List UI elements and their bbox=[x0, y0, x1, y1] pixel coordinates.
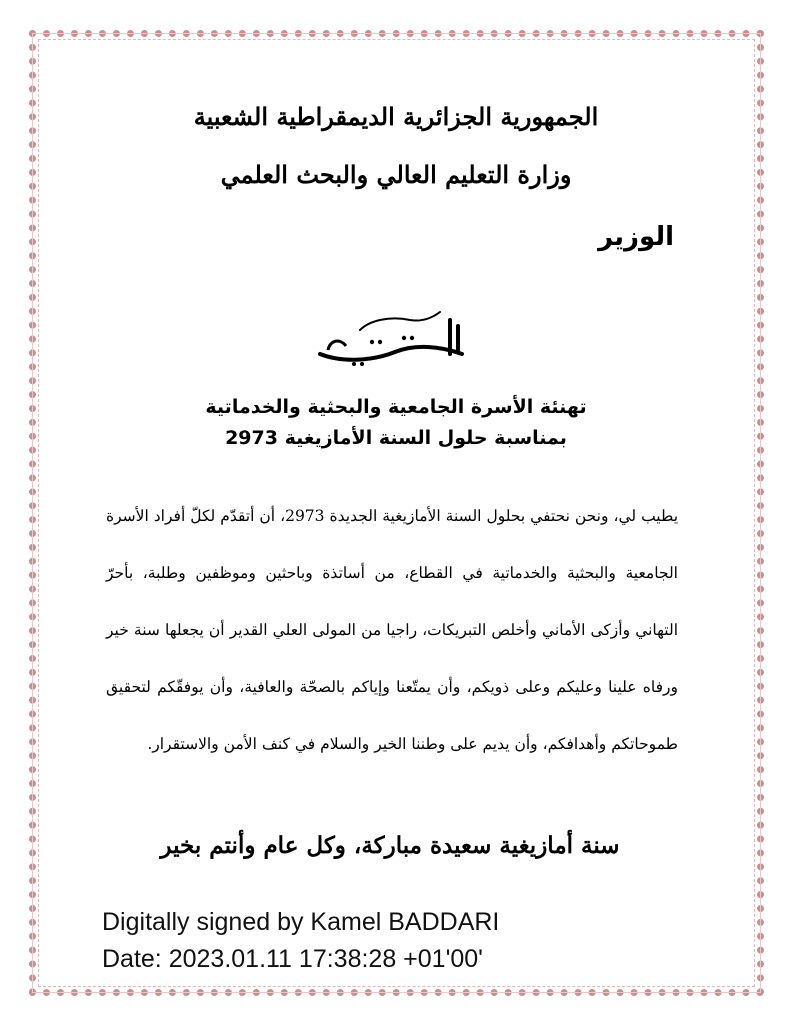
republic-heading: الجمهورية الجزائرية الديمقراطية الشعبية bbox=[193, 102, 599, 131]
minister-title: الوزير bbox=[598, 222, 674, 252]
digital-signature-name: Digitally signed by Kamel BADDARI bbox=[102, 908, 500, 936]
subtitle-line-1: تهنئة الأسرة الجامعية والبحثية والخدماتية bbox=[205, 396, 587, 418]
ministry-heading: وزارة التعليم العالي والبحث العلمي bbox=[220, 160, 572, 189]
greeting-calligraphy bbox=[300, 302, 480, 374]
congratulation-body: يطيب لي، ونحن نحتفي بحلول السنة الأمازيغية الجديدة 2973، أن أتقدّم لكلّ أفراد الأسرة الجامعية والبحثية والخدماتية في القطاع، من أساتذة وباحثين وموظفين وطلبة، بأحرّ التهاني وأزكى الأماني وأخلص التبريكات، راجيا من المولى العلي القدير أن يجعلها سنة خير ورفاه علينا وعليكم وعلى ذويكم، وأن يمتّعنا وإياكم بالصحّة والعافية، وأن يوفقّكم لتحقيق طموحاتكم وأهدافكم، وأن يديم على وطننا الخير والسلام في كنف الأمن والاستقرار. bbox=[106, 507, 679, 753]
closing-wish: سنة أمازيغية سعيدة مباركة، وكل عام وأنتم بخير bbox=[160, 832, 620, 859]
subtitle-line-2: بمناسبة حلول السنة الأمازيغية 2973 bbox=[225, 427, 567, 449]
digital-signature-date: Date: 2023.01.11 17:38:28 +01'00' bbox=[102, 945, 483, 973]
